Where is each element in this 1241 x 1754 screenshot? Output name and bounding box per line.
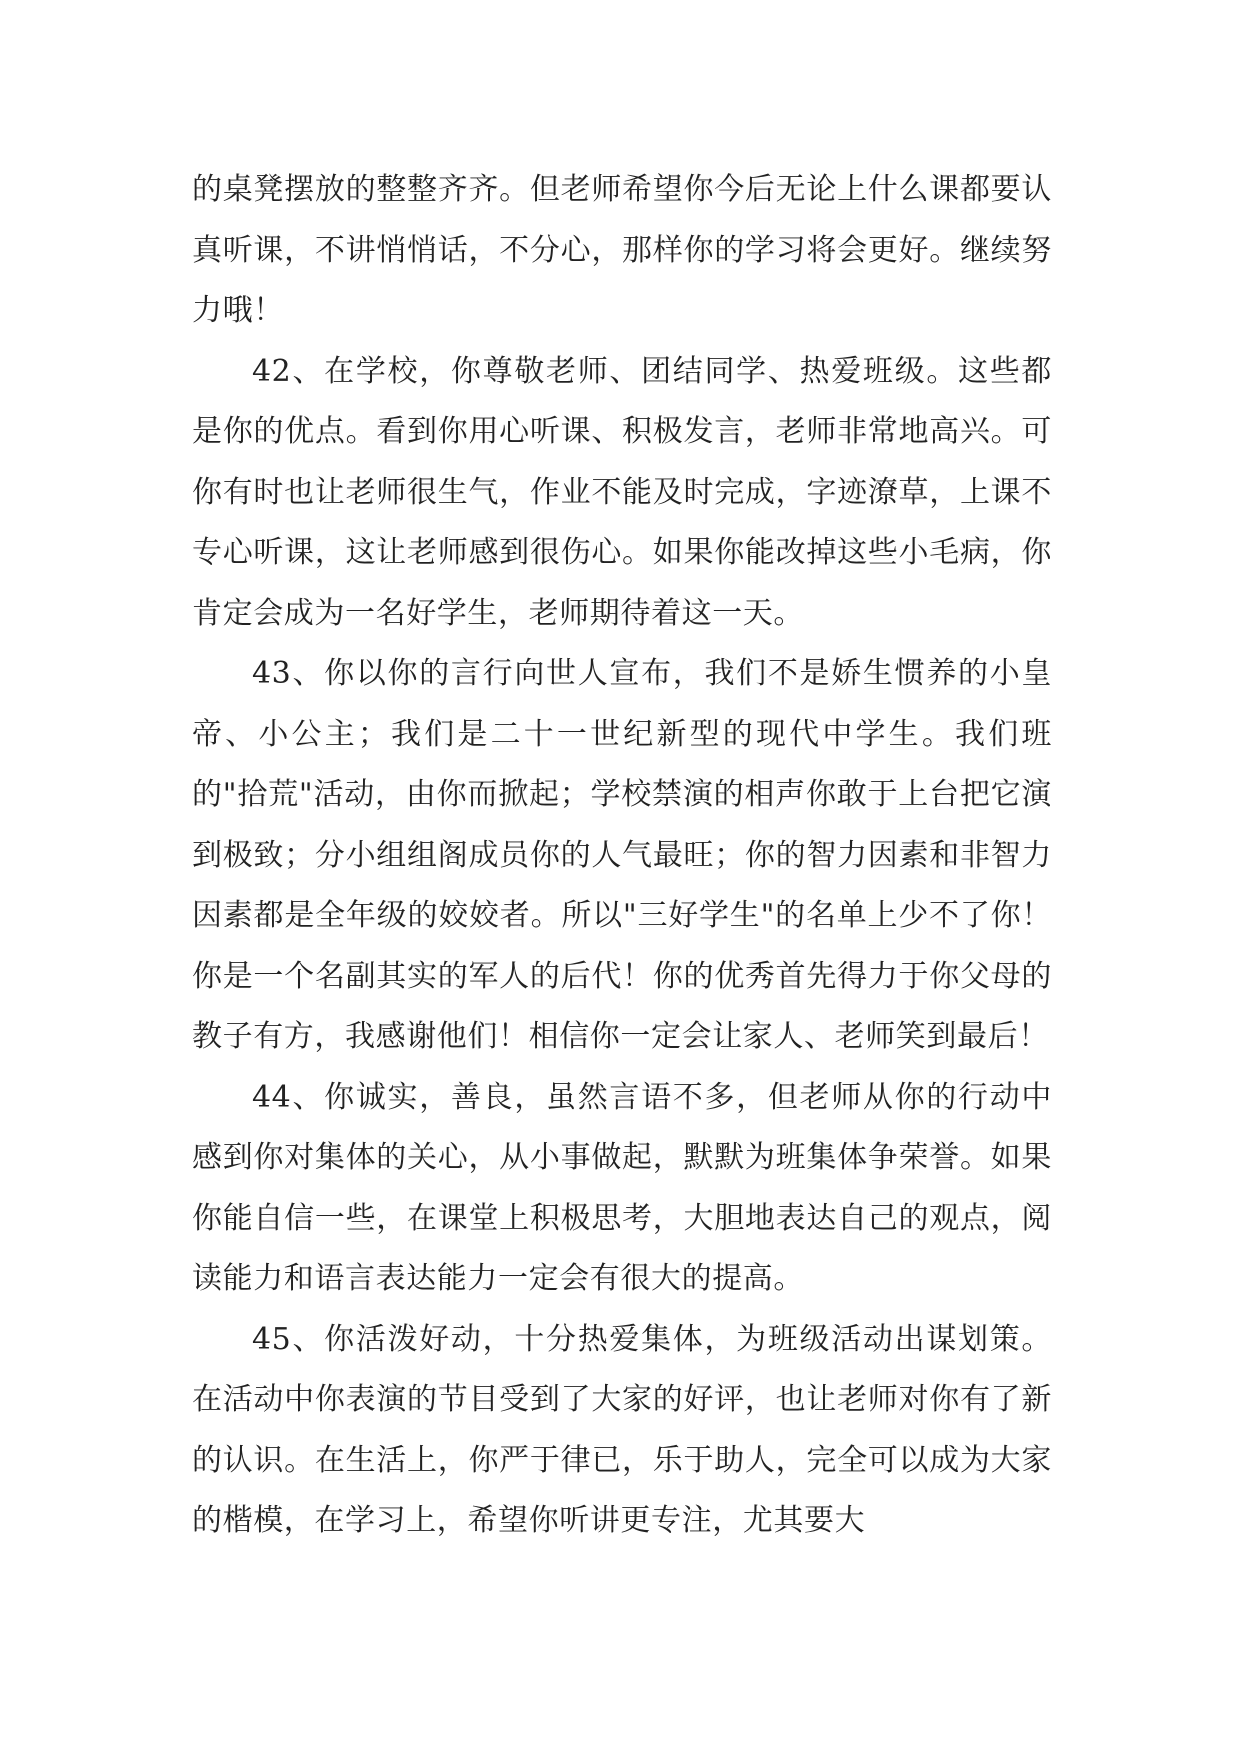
paragraph-43: 43、你以你的言行向世人宣布，我们不是娇生惯养的小皇帝、小公主；我们是二十一世纪新型的现代中学生。我们班的"拾荒"活动，由你而掀起；学校禁演的相声你敢于上台把它演到极致；分小组组阁成员你的人气最旺；你的智力因素和非智力因素都是全年级的姣姣者。所以"三好学生"的名单上少不了你！你是一个名副其实的军人的后代！你的优秀首先得力于你父母的教子有方，我感谢他们！相信你一定会让家人、老师笑到最后！ — [192, 656, 1052, 1054]
paragraph-44: 44、你诚实，善良，虽然言语不多，但老师从你的行动中感到你对集体的关心，从小事做起，默默为班集体争荣誉。如果你能自信一些，在课堂上积极思考，大胆地表达自己的观点，阅读能力和语言表达能力一定会有很大的提高。 — [192, 1079, 1052, 1296]
paragraph-42: 42、在学校，你尊敬老师、团结同学、热爱班级。这些都是你的优点。看到你用心听课、积极发言，老师非常地高兴。可你有时也让老师很生气，作业不能及时完成，字迹潦草，上课不专心听课，这让老师感到很伤心。如果你能改掉这些小毛病，你肯定会成为一名好学生，老师期待着这一天。 — [192, 353, 1052, 631]
paragraph-45: 45、你活泼好动，十分热爱集体，为班级活动出谋划策。在活动中你表演的节目受到了大家的好评，也让老师对你有了新的认识。在生活上，你严于律已，乐于助人，完全可以成为大家的楷模，在学习上，希望你听讲更专注，尤其要大 — [192, 1321, 1052, 1538]
paragraph-continuation: 的桌凳摆放的整整齐齐。但老师希望你今后无论上什么课都要认真听课，不讲悄悄话，不分心，那样你的学习将会更好。继续努力哦！ — [192, 172, 1052, 328]
body-text — [192, 160, 1052, 1552]
